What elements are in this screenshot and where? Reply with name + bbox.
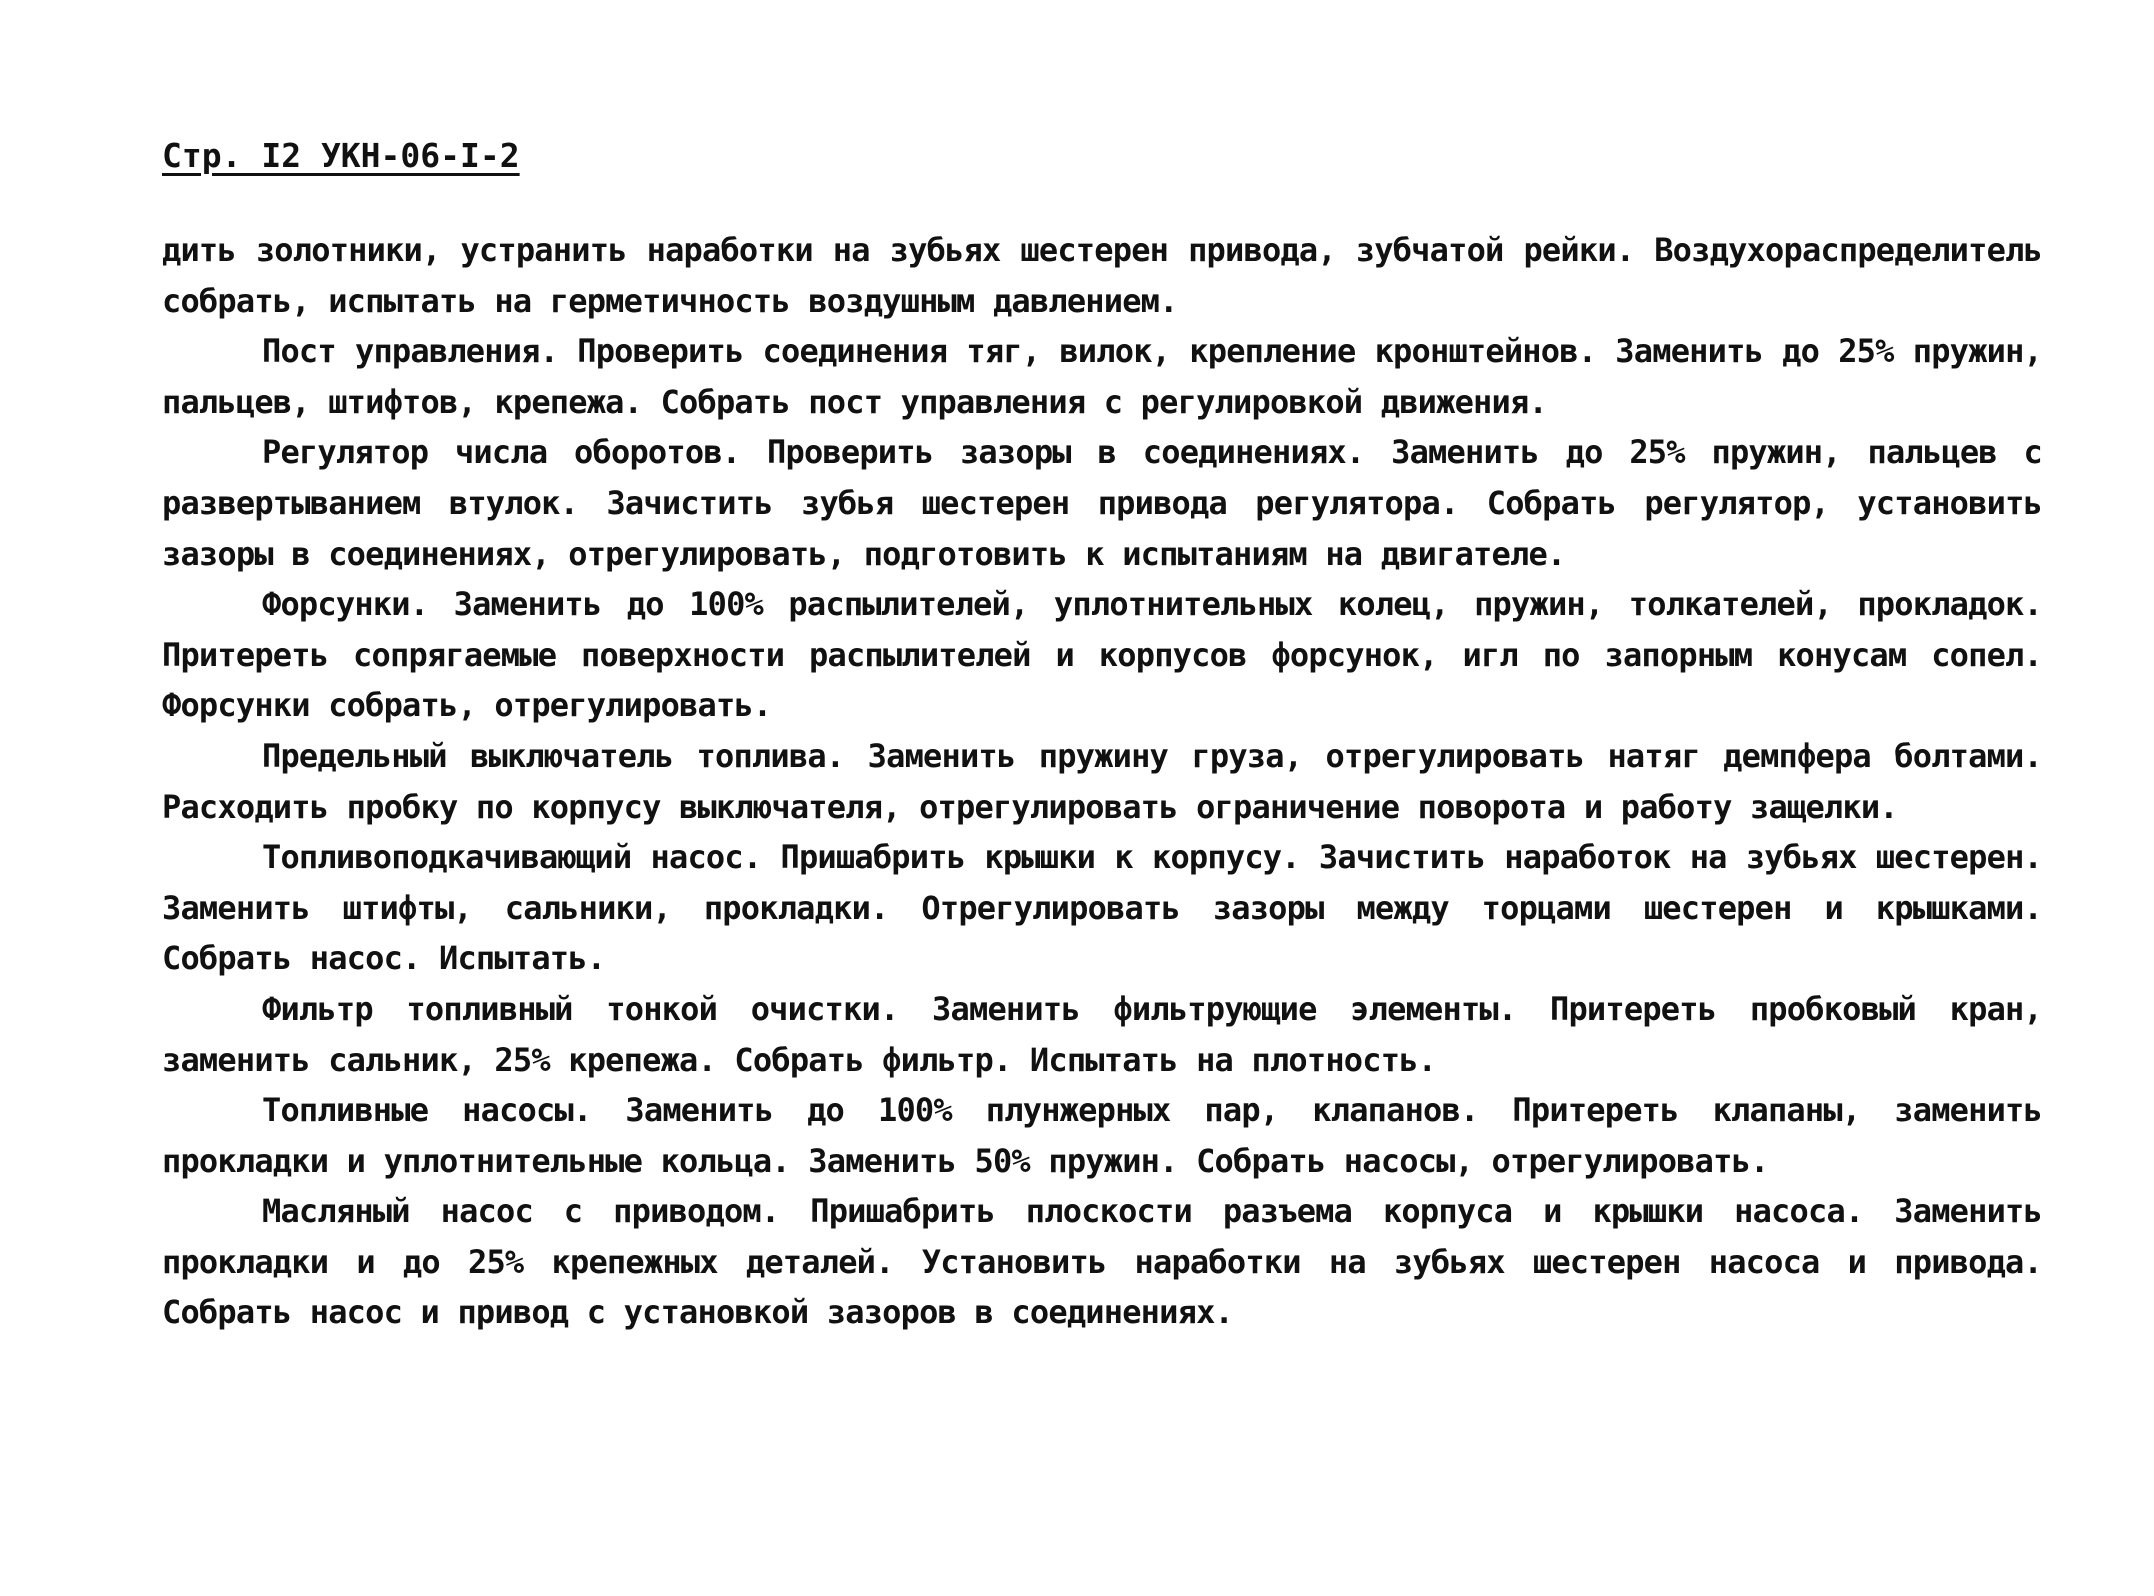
paragraph-speed-regulator: Регулятор числа оборотов. Проверить зазоры в соединениях. Заменить до 25% пружин, пальцев с развертыванием втулок. Зачистить зубья шестерен привода регулятора. Собрать регулятор, установить зазоры в соединениях, отрегулировать, подготовить к испытаниям на двигателе. xyxy=(162,433,2042,573)
paragraph-fine-fuel-filter: Фильтр топливный тонкой очистки. Заменить фильтрующие элементы. Притереть пробковый кран, заменить сальник, 25% крепежа. Собрать фильтр. Испытать на плотность. xyxy=(162,989,2042,1079)
page-header: Стр. I2 УКН-06-I-2 xyxy=(162,136,520,175)
paragraph-continuation: дить золотники, устранить наработки на зубьях шестерен привода, зубчатой рейки. Воздухораспределитель собрать, испытать на герметичность воздушным давлением. xyxy=(162,231,2042,320)
paragraph-control-post: Пост управления. Проверить соединения тяг, вилок, крепление кронштейнов. Заменить до 25% пружин, пальцев, штифтов, крепежа. Собрать пост управления с регулировкой движения. xyxy=(162,332,2042,421)
paragraph-fuel-limit-switch: Предельный выключатель топлива. Заменить пружину груза, отрегулировать натяг демпфера болтами. Расходить пробку по корпусу выключателя, отрегулировать ограничение поворота и работу защелки. xyxy=(162,736,2042,826)
paragraph-injectors: Форсунки. Заменить до 100% распылителей, уплотнительных колец, пружин, толкателей, прокладок. Притереть сопрягаемые поверхности распылителей и корпусов форсунок, игл по запорным конусам сопел. Форсунки собрать, отрегулировать. xyxy=(162,585,2042,725)
paragraph-oil-pump: Масляный насос с приводом. Пришабрить плоскости разъема корпуса и крышки насоса. Заменить прокладки и до 25% крепежных деталей. Установить наработки на зубьях шестерен насоса и привода. Собрать насос и привод с установкой зазоров в соединениях. xyxy=(162,1192,2042,1332)
paragraph-fuel-priming-pump: Топливоподкачивающий насос. Пришабрить крышки к корпусу. Зачистить наработок на зубьях шестерен. Заменить штифты, сальники, прокладки. Отрегулировать зазоры между торцами шестерен и крышками. Собрать насос. Испытать. xyxy=(162,838,2042,978)
paragraph-fuel-pumps: Топливные насосы. Заменить до 100% плунжерных пар, клапанов. Притереть клапаны, заменить прокладки и уплотнительные кольца. Заменить 50% пружин. Собрать насосы, отрегулировать. xyxy=(162,1091,2042,1180)
body-text xyxy=(162,225,2042,1338)
